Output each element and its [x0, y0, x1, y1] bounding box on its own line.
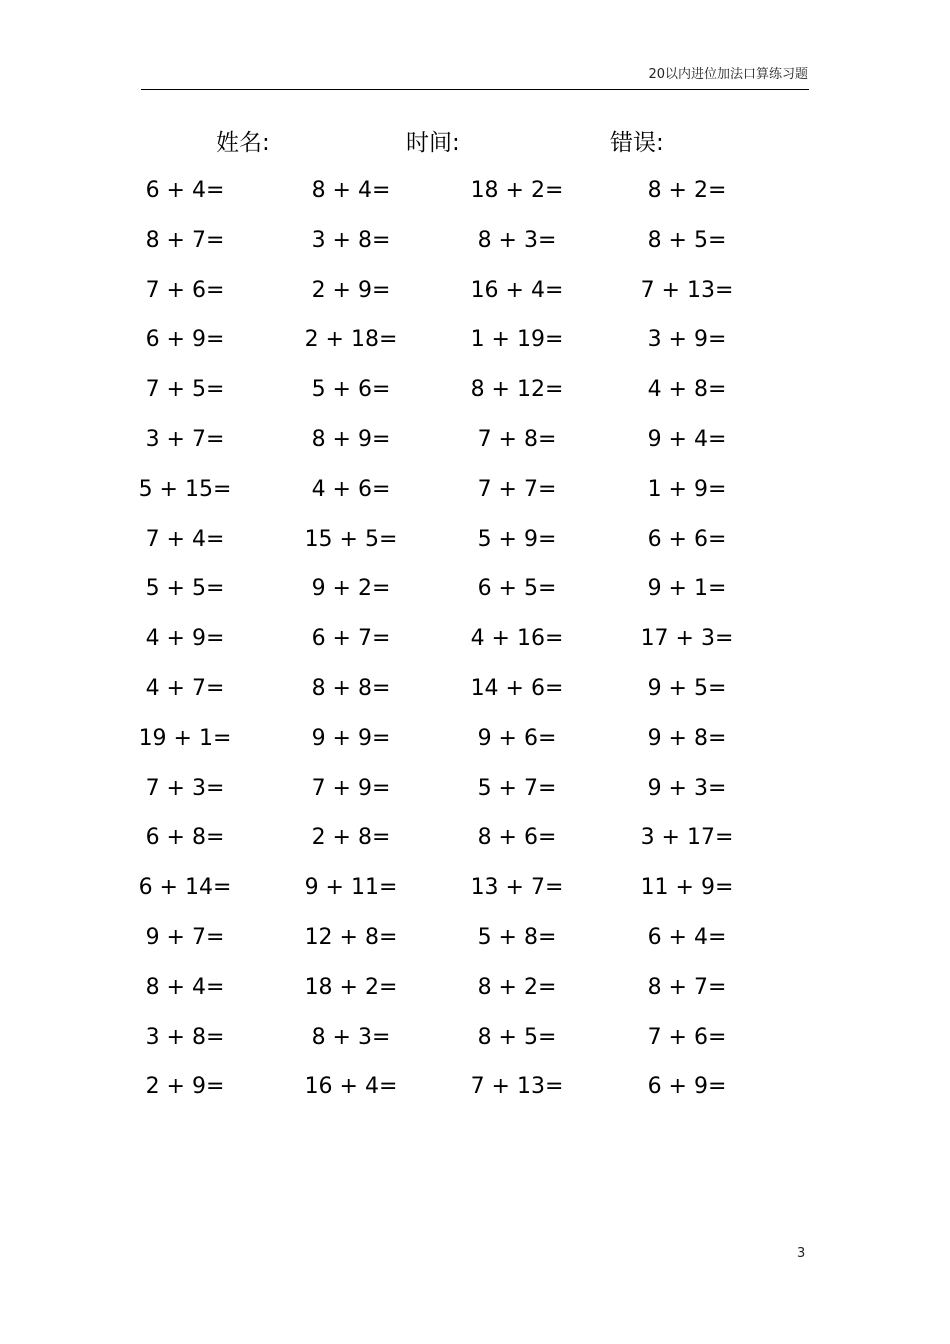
problem-item: 16 + 4=	[470, 277, 564, 303]
problem-row	[0, 872, 950, 922]
problem-row	[0, 723, 950, 773]
problem-item: 8 + 6=	[477, 825, 557, 851]
problem-item: 6 + 8=	[145, 825, 225, 851]
problem-item: 8 + 3=	[311, 1024, 391, 1050]
problem-item: 7 + 9=	[311, 775, 391, 801]
problem-row	[0, 922, 950, 972]
problem-item: 6 + 9=	[145, 327, 225, 353]
problem-row	[0, 1022, 950, 1072]
problem-item: 7 + 3=	[145, 775, 225, 801]
problem-item: 2 + 8=	[311, 825, 391, 851]
problem-item: 7 + 5=	[145, 377, 225, 403]
problem-item: 8 + 8=	[311, 675, 391, 701]
problem-item: 4 + 9=	[145, 626, 225, 652]
problem-item: 6 + 6=	[647, 526, 727, 552]
problem-item: 4 + 7=	[145, 675, 225, 701]
problem-row	[0, 822, 950, 872]
problem-item: 13 + 7=	[470, 875, 564, 901]
problem-item: 7 + 13=	[470, 1074, 564, 1100]
problem-item: 17 + 3=	[640, 626, 734, 652]
problem-item: 9 + 3=	[647, 775, 727, 801]
problem-item: 8 + 7=	[145, 227, 225, 253]
student-info-labels	[0, 126, 950, 160]
problem-item: 8 + 3=	[477, 227, 557, 253]
problem-item: 8 + 2=	[477, 974, 557, 1000]
problem-row	[0, 424, 950, 474]
problem-item: 5 + 6=	[311, 377, 391, 403]
header-divider	[141, 89, 809, 90]
page-number: 3	[797, 1246, 806, 1261]
problem-item: 5 + 7=	[477, 775, 557, 801]
problem-row	[0, 623, 950, 673]
problem-item: 9 + 4=	[647, 426, 727, 452]
problem-item: 6 + 4=	[647, 924, 727, 950]
problem-item: 6 + 7=	[311, 626, 391, 652]
problem-item: 3 + 7=	[145, 426, 225, 452]
problem-row	[0, 1071, 950, 1121]
problem-item: 7 + 13=	[640, 277, 734, 303]
problem-item: 14 + 6=	[470, 675, 564, 701]
problem-item: 19 + 1=	[138, 725, 232, 751]
problem-item: 9 + 1=	[647, 576, 727, 602]
problem-row	[0, 773, 950, 823]
problem-item: 8 + 5=	[647, 227, 727, 253]
errors-label: 错误:	[610, 130, 664, 156]
document-header-title: 20以内进位加法口算练习题	[648, 67, 808, 82]
problem-row	[0, 175, 950, 225]
problem-item: 8 + 4=	[145, 974, 225, 1000]
problem-row	[0, 972, 950, 1022]
problem-item: 9 + 2=	[311, 576, 391, 602]
problem-row	[0, 673, 950, 723]
problem-grid	[0, 175, 950, 1121]
problem-item: 6 + 9=	[647, 1074, 727, 1100]
problem-item: 5 + 8=	[477, 924, 557, 950]
problem-item: 9 + 5=	[647, 675, 727, 701]
problem-item: 8 + 9=	[311, 426, 391, 452]
problem-item: 4 + 6=	[311, 476, 391, 502]
problem-row	[0, 474, 950, 524]
problem-item: 2 + 18=	[304, 327, 398, 353]
problem-item: 3 + 17=	[640, 825, 734, 851]
problem-item: 1 + 9=	[647, 476, 727, 502]
problem-item: 7 + 4=	[145, 526, 225, 552]
problem-item: 9 + 7=	[145, 924, 225, 950]
problem-item: 9 + 9=	[311, 725, 391, 751]
problem-row	[0, 324, 950, 374]
problem-item: 1 + 19=	[470, 327, 564, 353]
problem-item: 7 + 6=	[647, 1024, 727, 1050]
problem-item: 8 + 7=	[647, 974, 727, 1000]
problem-item: 3 + 9=	[647, 327, 727, 353]
problem-item: 6 + 4=	[145, 178, 225, 203]
problem-item: 6 + 5=	[477, 576, 557, 602]
problem-item: 5 + 9=	[477, 526, 557, 552]
problem-item: 2 + 9=	[145, 1074, 225, 1100]
problem-item: 3 + 8=	[311, 227, 391, 253]
problem-item: 11 + 9=	[640, 875, 734, 901]
problem-item: 15 + 5=	[304, 526, 398, 552]
problem-item: 12 + 8=	[304, 924, 398, 950]
problem-item: 5 + 5=	[145, 576, 225, 602]
problem-row	[0, 573, 950, 623]
problem-item: 7 + 8=	[477, 426, 557, 452]
problem-row	[0, 524, 950, 574]
name-label: 姓名:	[216, 130, 270, 156]
problem-row	[0, 275, 950, 325]
problem-item: 6 + 14=	[138, 875, 232, 901]
problem-item: 9 + 11=	[304, 875, 398, 901]
problem-row	[0, 374, 950, 424]
problem-item: 4 + 8=	[647, 377, 727, 403]
problem-item: 7 + 6=	[145, 277, 225, 303]
problem-item: 8 + 2=	[647, 178, 727, 203]
problem-item: 7 + 7=	[477, 476, 557, 502]
problem-item: 2 + 9=	[311, 277, 391, 303]
problem-item: 8 + 12=	[470, 377, 564, 403]
problem-item: 9 + 8=	[647, 725, 727, 751]
problem-item: 18 + 2=	[470, 178, 564, 203]
problem-item: 8 + 5=	[477, 1024, 557, 1050]
problem-item: 5 + 15=	[138, 476, 232, 502]
problem-item: 3 + 8=	[145, 1024, 225, 1050]
problem-item: 18 + 2=	[304, 974, 398, 1000]
problem-item: 8 + 4=	[311, 178, 391, 203]
problem-row	[0, 225, 950, 275]
problem-item: 16 + 4=	[304, 1074, 398, 1100]
problem-item: 4 + 16=	[470, 626, 564, 652]
problem-item: 9 + 6=	[477, 725, 557, 751]
time-label: 时间:	[406, 130, 460, 156]
